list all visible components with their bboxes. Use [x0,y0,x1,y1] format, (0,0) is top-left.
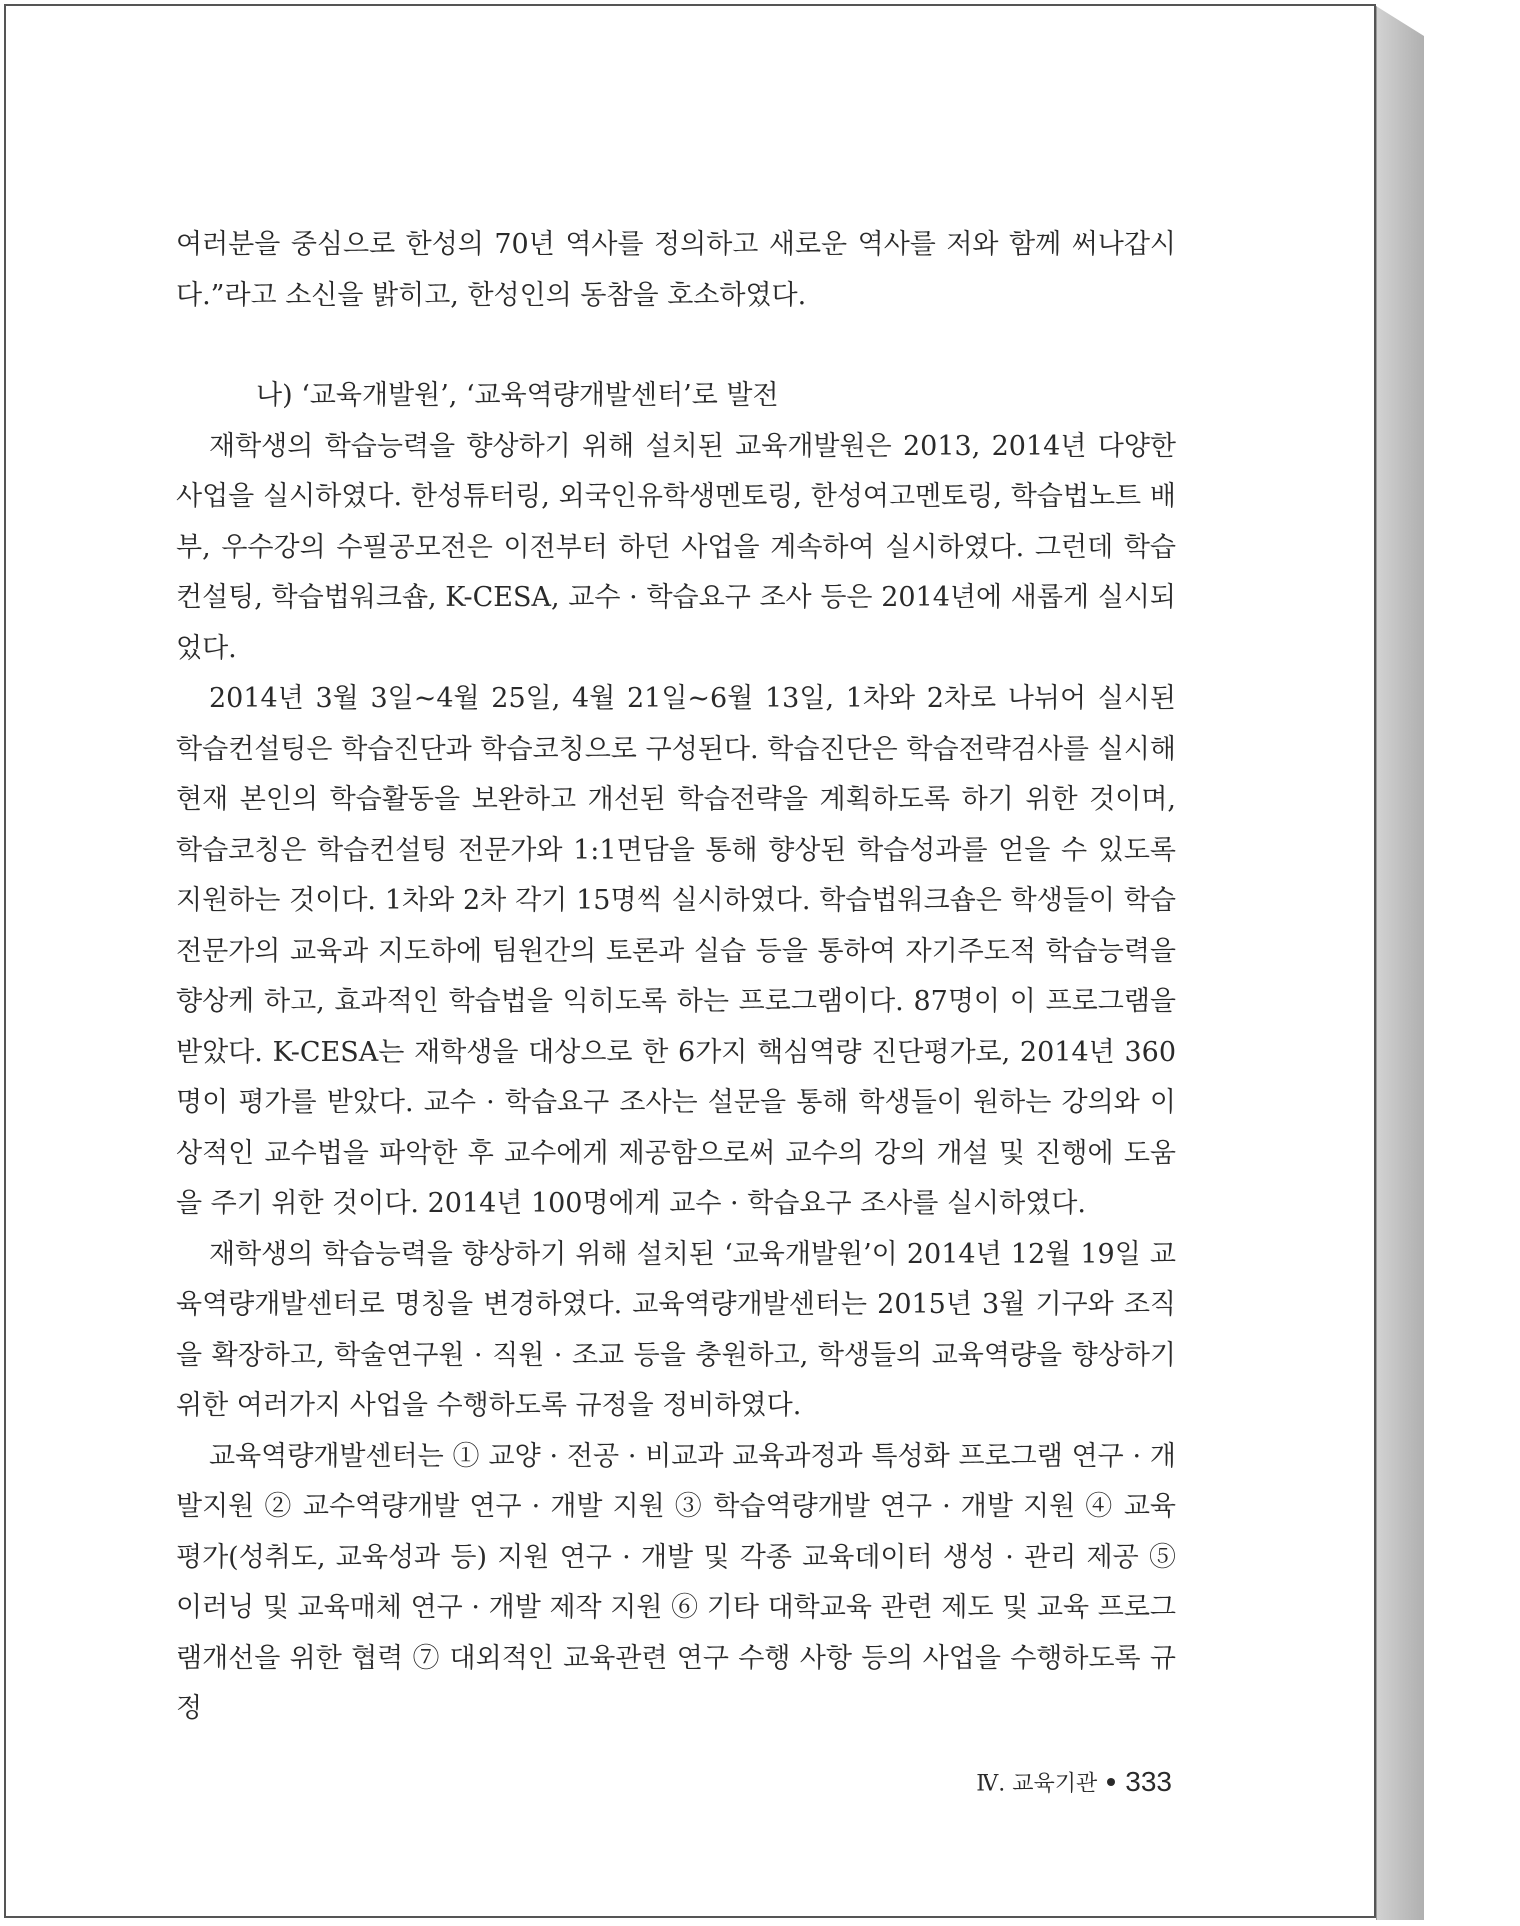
paragraph-continued: 여러분을 중심으로 한성의 70년 역사를 정의하고 새로운 역사를 저와 함께 써나갑시다.”라고 소신을 밝히고, 한성인의 동참을 호소하였다. [176,229,1176,311]
paragraph: 교육역량개발센터는 ① 교양 · 전공 · 비교과 교육과정과 특성화 프로그램 연구 · 개발지원 ② 교수역량개발 연구 · 개발 지원 ③ 학습역량개발 연구 · 개발 지원 ④ 교육평가(성취도, 교육성과 등) 지원 연구 · 개발 및 각종 교육데이터 생성 · 관리 제공 ⑤ 이러닝 및 교육매체 연구 · 개발 제작 지원 ⑥ 기타 대학교육 관련 제도 및 교육 프로그램개선을 위한 협력 ⑦ 대외적인 교육관련 연구 수행 사항 등의 사업을 수행하도록 규정 [176,1440,1176,1724]
page-number: 333 [1125,1766,1172,1797]
paragraph: 2014년 3월 3일~4월 25일, 4월 21일~6월 13일, 1차와 2차로 나뉘어 실시된 학습컨설팅은 학습진단과 학습코칭으로 구성된다. 학습진단은 학습전략검사를 실시해 현재 본인의 학습활동을 보완하고 개선된 학습전략을 계획하도록 하기 위한 것이며, 학습코칭은 학습컨설팅 전문가와 1:1면담을 통해 향상된 학습성과를 얻을 수 있도록 지원하는 것이다. 1차와 2차 각기 15명씩 실시하였다. 학습법워크숍은 학생들이 학습전문가의 교육과 지도하에 팀원간의 토론과 실습 등을 통하여 자기주도적 학습능력을 향상케 하고, 효과적인 학습법을 익히도록 하는 프로그램이다. 87명이 이 프로그램을 받았다. K-CESA는 재학생을 대상으로 한 6가지 핵심역량 진단평가로, 2014년 360명이 평가를 받았다. 교수 · 학습요구 조사는 설문을 통해 학생들이 원하는 강의와 이상적인 교수법을 파악한 후 교수에게 제공함으로써 교수의 강의 개설 및 진행에 도움을 주기 위한 것이다. 2014년 100명에게 교수 · 학습요구 조사를 실시하였다. [176,683,1177,1219]
page-footer [960,1766,1172,1798]
section-heading: 나) ‘교육개발원’, ‘교육역량개발센터’로 발전 [256,380,779,411]
paragraph: 재학생의 학습능력을 향상하기 위해 설치된 ‘교육개발원’이 2014년 12월 19일 교육역량개발센터로 명칭을 변경하였다. 교육역량개발센터는 2015년 3월 기구와 조직을 확장하고, 학술연구원 · 직원 · 조교 등을 충원하고, 학생들의 교육역량을 향상하기 위한 여러가지 사업을 수행하도록 규정을 정비하였다. [176,1238,1176,1421]
running-section-title: Ⅳ. 교육기관 [976,1771,1098,1797]
bullet-separator-icon [1107,1778,1115,1786]
page-stack-edge [1376,6,1424,1920]
paragraph: 재학생의 학습능력을 향상하기 위해 설치된 교육개발원은 2013, 2014년 다양한 사업을 실시하였다. 한성튜터링, 외국인유학생멘토링, 한성여고멘토링, 학습법노트 배부, 우수강의 수필공모전은 이전부터 하던 사업을 계속하여 실시하였다. 그런데 학습컨설팅, 학습법워크숍, K-CESA, 교수 · 학습요구 조사 등은 2014년에 새롭게 실시되었다. [176,430,1176,664]
body-text [176,220,1176,1735]
